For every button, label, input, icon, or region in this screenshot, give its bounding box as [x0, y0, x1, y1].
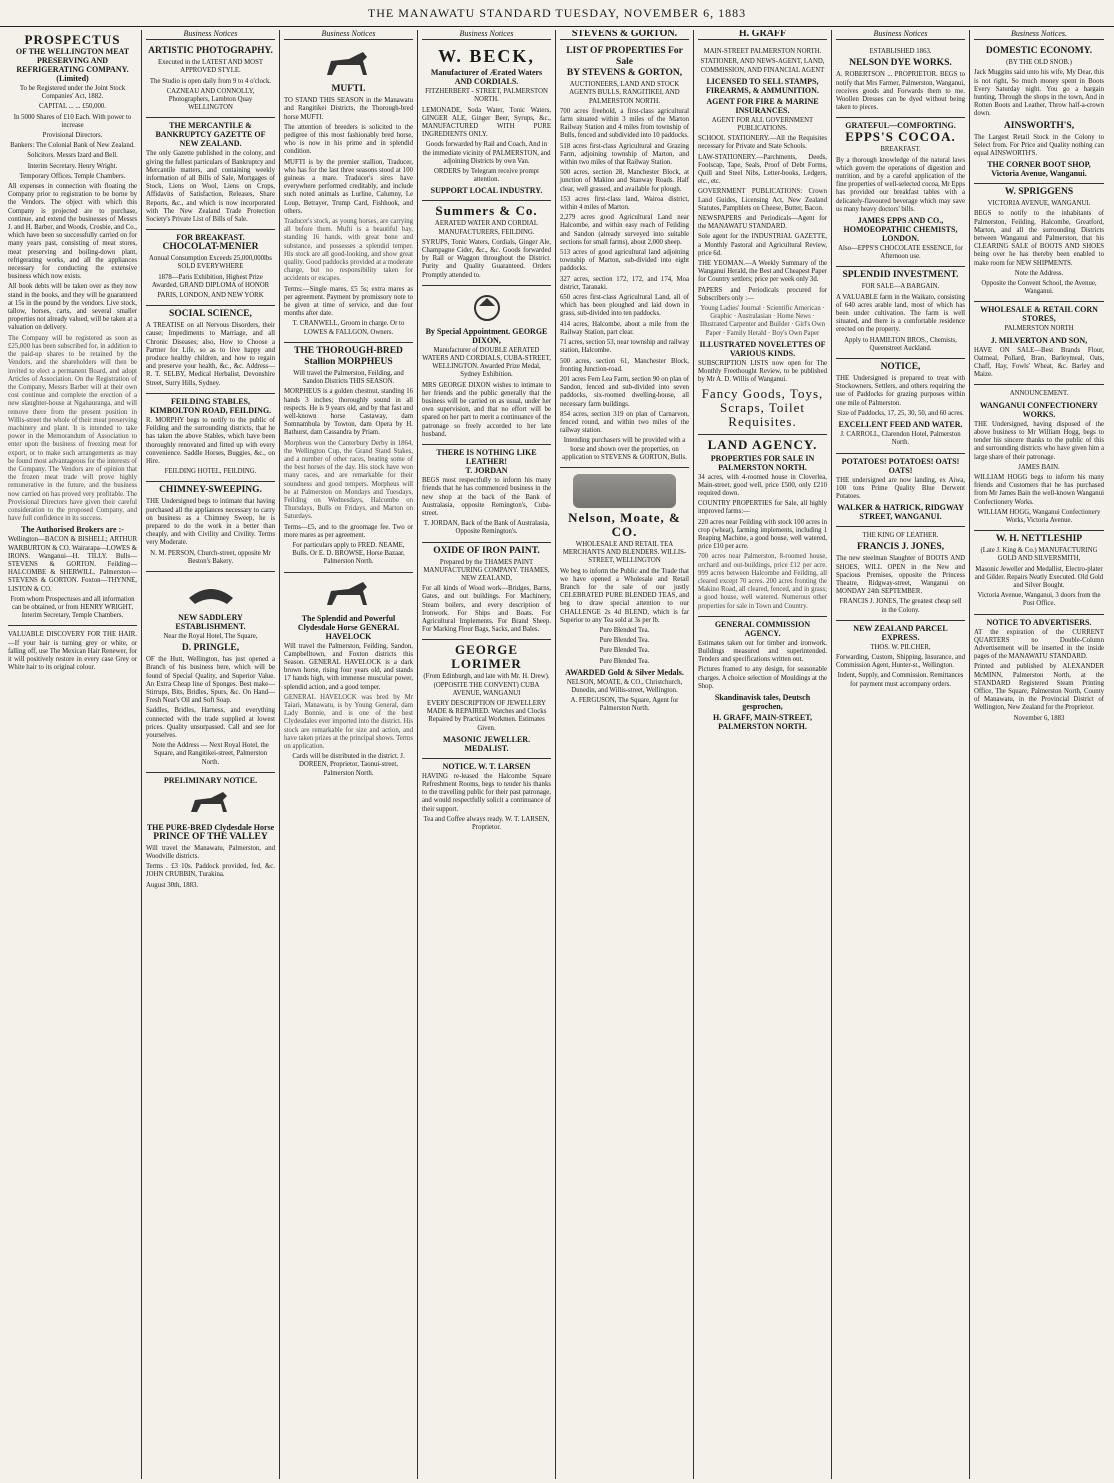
beck-address: FITZHERBERT - STREET, PALMERSTON NORTH.	[425, 88, 548, 104]
nettleship-sub: (Late J. King & Co.) MANUFACTURING GOLD AND SILVERSMITH,	[980, 547, 1098, 563]
epps-title: EPPS'S COCOA.	[845, 129, 956, 145]
gazette-title: THE MERCANTILE & BANKRUPTCY GAZETTE OF NEW ZEALAND.	[155, 121, 266, 149]
breakfast-line: FOR BREAKFAST.	[176, 233, 245, 243]
nelson-moate-ad	[560, 468, 689, 719]
parcel-title: NEW ZEALAND PARCEL EXPRESS.	[853, 623, 948, 642]
dixon-notice: MRS GEORGE DIXON wishes to intimate to her friends and the public generally that the business will be carried on as usual, under her own supervision, and that no effort will be spared on her part to merit a continuance of the patronage so freely accorded to her late husband.	[422, 381, 551, 438]
photography-ad	[146, 43, 275, 118]
properties-ad	[560, 43, 689, 468]
column-header: STEVENS & GORTON.	[560, 30, 689, 40]
property-700: 700 acres freehold, a first-class agricultural farm situated within 3 miles of the Marton Railway Station and 4 miles from township of Bulls, fenced and subdivided into 10 paddocks.	[560, 107, 689, 140]
hair-notice	[8, 626, 137, 677]
larsen-title: NOTICE. W. T. LARSEN	[442, 761, 531, 771]
mufti-sign: T. CRANWELL, Groom in charge. Or to LOWES & FALLGON, Owners.	[292, 320, 405, 336]
grateful-line: GRATEFUL—COMFORTING.	[845, 121, 956, 131]
sweep-body: THE Undersigned begs to intimate that having purchased all the appliances necessary to carry on business as a Chimney Sweep, he is prepared to do the work in a better than cheaply, and with Civility and Civility. Terms very Moderate.	[146, 498, 275, 547]
notice-body: THE Undersigned is prepared to treat with Stockowners, Settlers, and others requiring the use of Paddocks for grazing purposes within one mile of Palmerston.	[836, 375, 965, 407]
oxide-body: For all kinds of Wood work—Bridges, Barns, Gates, and out buildings. For Machinery, Steam boilers, and every description of Ironwork. For Ships and Boats. For Agricultural Implements. For Brand Sheep. For Marking Flour Bags, Sacks, and Bales.	[422, 585, 551, 634]
menier-cities: PARIS, LONDON, AND NEW YORK	[157, 292, 264, 300]
menier-body: Annual Consumption Exceeds 25,000,000lbs SOLD EVERYWHERE	[149, 255, 272, 271]
parcel-name: THOS. W. PILCHER,	[870, 643, 931, 651]
larsen-body: HAVING re-leased the Halcombe Square Refreshment Rooms, begs to tender his thanks to the travelling public for their past patronage, and would respectfully solicit a continuance of their support.	[422, 772, 551, 813]
corn-title: WHOLESALE & RETAIL CORN STORES,	[980, 305, 1098, 324]
parcel-ad	[836, 621, 965, 694]
nettleship-name: W. H. NETTLESHIP	[995, 534, 1083, 545]
clydesdale-terms: Terms . £3 10s. Paddock provided, fed, &c. JOHN CRUBBIN, Turakina.	[146, 863, 275, 879]
periodicals-list: Young Ladies' Journal · Scientific American · Graphic · Australasian · Home News · Illustrated Carpenter and Builder · Girl's Own Paper · Family Herald · Boy's Own Paper	[699, 305, 826, 337]
morpheus-title: THE THOROUGH-BRED Stallion MORPHEUS	[294, 345, 403, 367]
nettleship-ad	[974, 531, 1104, 614]
havelock-ad	[284, 573, 413, 783]
jones-body: The new steelman Slaughter of BOOTS AND SHOES, WILL OPEN in the New and Spacious Premises, opposite the Princess Theatre, Ridgway-street, Wanganui on MONDAY 24th SEPTEMBER.	[836, 555, 965, 596]
investment-ad	[836, 267, 965, 359]
prospectus-ad	[8, 30, 137, 626]
morpheus-terms: Terms—£5, and to the groomage fee. Two or more mares as per agreement.	[284, 523, 413, 539]
ainsworth-body: The Largest Retail Stock in the Colony to Select from. For Price and Quality nothing can equal AINSWORTH'S.	[974, 133, 1104, 158]
beck-ad	[422, 43, 551, 201]
summers-body: SYRUPS, Tonic Waters, Cordials, Ginger Ale, Champagne Cider, &c., &c. Goods forwarded by Rail or Waggon throughout the District. Purity and Quality Guaranteed. Orders Promptly attended to.	[422, 238, 551, 279]
graff-govt: AGENT FOR ALL GOVERNMENT PUBLICATIONS.	[711, 116, 814, 133]
properties-sign: Intending purchasers will be provided with a horse and shown over the properties, on application to STEVENS & GORTON, Bulls.	[562, 437, 687, 461]
stables-address: FEILDING HOTEL, FEILDING.	[164, 468, 257, 476]
pictures-line: Pictures framed to any design, for seasonable charges. A choice selection of Mouldings at the Shop.	[698, 666, 827, 690]
spriggens-ad	[974, 184, 1104, 302]
clydesdale-body: Will travel the Manawatu, Palmerston, and Woodville districts.	[146, 844, 275, 860]
prelim-notice: PRELIMINARY NOTICE.	[163, 775, 258, 785]
oxide-ad	[422, 543, 551, 641]
graff-sign: H. GRAFF, MAIN-STREET, PALMERSTON NORTH.	[713, 712, 812, 731]
beck-orders: ORDERS by Telegram receive prompt attention.	[433, 168, 540, 184]
clydesdale-ad	[146, 773, 275, 895]
graff-address: MAIN-STREET PALMERSTON NORTH.	[703, 48, 822, 56]
morpheus-body: MORPHEUS is a golden chestnut, standing 16 hands 3 inches; thoroughly sound in all respects. He is 9 years old, and by that fast and well-known horse Castaway, dam Somnambula by Towton, dam Opera by H. Bathurst, dam Cassandra by Priam.	[284, 388, 413, 437]
property-500: 500 acres, section 28, Manchester Block, at junction of Makino and Stanway Roads. Half clear, well grassed, and available for plough.	[560, 169, 689, 193]
offices-line: Temporary Offices. Temple Chambers.	[19, 172, 126, 180]
list-title: LIST OF PROPERTIES For Sale	[566, 46, 683, 68]
column-5	[556, 30, 694, 1479]
column-3	[280, 30, 418, 1479]
advertisers-title: NOTICE TO ADVERTISERS.	[986, 617, 1092, 627]
mufti-title: MUFTI.	[331, 84, 366, 95]
confectionery-body: THE Undersigned, having disposed of the above business to Mr William Hogg, begs to tender his sincere thanks to the public of this and surrounding districts who have given him a large share of their patronage.	[974, 420, 1104, 461]
bargain-body: A VALUABLE farm in the Waikato, consisting of 640 acres arable land, most of which has been under cultivation. The farm is well situated, and there is a comfortable residence erected on the property.	[836, 293, 965, 334]
property-854: 854 acres, section 319 on plan of Carnarvon, fenced round, and within two miles of the railway station.	[560, 410, 689, 435]
jones-name: FRANCIS J. JONES,	[856, 542, 945, 553]
registered-note: To be Registered under the Joint Stock Companies' Act, 1882.	[19, 85, 126, 101]
property-500b: 500 acres, section 61, Manchester Block, fronting Junction-road.	[560, 357, 689, 373]
awarded-line: AWARDED Gold & Silver Medals.	[565, 667, 684, 677]
paddocks-ad	[836, 359, 965, 453]
dixon-title: By Special Appointment. GEORGE DIXON,	[425, 326, 548, 345]
confectionery-ad	[974, 385, 1104, 531]
dye-body: A. ROBERTSON ... PROPRIETOR. BEGS to notify that Mrs Farmer, Palmerston, Wanganui, receives goods and Forwards them to me. Woollen Dresses can be dyed without being taken to pieces.	[836, 71, 965, 112]
nelson-agent: A. FERGUSON, The Square, Agent for Palmerston North.	[570, 697, 679, 713]
subscription-lists: SUBSCRIPTION LISTS now open for The Monthly Freethought Review, to be published by Mr A. D. Willis of Wanganui.	[698, 359, 827, 384]
summers-name: Summers & Co.	[435, 203, 538, 219]
company-name: OF THE WELLINGTON MEAT PRESERVING AND REFRIGERATING COMPANY. (Limited)	[15, 47, 130, 83]
prospectus-body-1: All expenses in connection with floating the Company prior to registration to be borne by the Vendors. The object with which this Company is projected are to purchase, continue, and extend the businesses of Messrs J. and H. Barber, and Woods, Crosbie, and Co., which have been so successfully carried on for many years past, consisting of meat stores, meat preserving and boiling-down plant, refrigerating works, and all the appliances necessary for conducting the extensive business which now exists.	[8, 183, 137, 281]
leather-body: BEGS most respectfully to inform his many friends that he has commenced business in the new shop at the back of the Bank of Australasia, opposite Remington's, Cuba-street.	[422, 477, 551, 517]
hair-notice-text: VALUABLE DISCOVERY FOR THE HAIR.—If your hair is turning grey or white, or falling off, use The Mexican Hair Renewer, for it will positively restore in every case Grey or White hair to its original colour.	[8, 631, 137, 672]
dixon-ad	[422, 286, 551, 445]
parcel-body: Forwarding, Custom, Shipping, Insurance, and Commission Agent, Hunter-st., Wellington.	[836, 653, 965, 670]
stables-title: FEILDING STABLES, KIMBOLTON ROAD, FEILDING.	[149, 396, 272, 415]
nelson-name: Nelson, Moate, & CO.	[568, 509, 681, 539]
land-body: 34 acres, with 4-roomed house in Cloverlea, Main-street, good well, price £500, only £210 required down.	[698, 473, 827, 497]
column-4	[418, 30, 556, 1479]
bankers-line: Bankers: The Colonial Bank of New Zealand.	[10, 142, 135, 150]
menier-title: CHOCOLAT-MENIER	[162, 242, 259, 253]
list-by: BY STEVENS & GORTON,	[566, 68, 683, 79]
column-header: Business Notices	[836, 30, 965, 40]
saddlery-body: OF the Hutt, Wellington, has just opened a Branch of his business here, which will be found of Special Quality, and Superior Value. An Extra Cheap line of Sponges. Best make—Stirrups, Bits, Bridles, Spurs, &c. On Hand—Fresh Neat's Oil and Soft Soap.	[146, 656, 275, 705]
bain-sign: JAMES BAIN.	[1018, 463, 1060, 471]
havelock-title: The Splendid and Powerful Clydesdale Horse GENERAL HAVELOCK	[297, 613, 400, 641]
country-filler: 700 acres near Palmerston, 8-roomed house, orchard and out-buildings, price £12 per acre. 999 acres between Halcombe and Feilding, all cleared except 70 acres. 200 acres fronting the Makino Road, all cleared, fenced, and in grass; a good house, well watered. Numerous other properties for sale in Town and Country.	[698, 553, 827, 610]
parcel-note: Indent, Supply, and Commission. Remittances for payment must accompany orders.	[837, 672, 964, 688]
domestic-title: DOMESTIC ECONOMY.	[985, 46, 1093, 57]
lorimer-ad	[422, 640, 551, 758]
spriggens-name: W. SPRIGGENS	[1004, 187, 1074, 198]
potatoes-ad	[836, 454, 965, 528]
dye-works-ad	[836, 43, 965, 118]
feed-line: EXCELLENT FEED AND WATER.	[838, 420, 963, 430]
property-414: 414 acres, Halcombe, about a mile from the Railway Station, part clear.	[560, 320, 689, 336]
country-props: COUNTRY PROPERTIES for Sale, all highly improved farms:—	[698, 500, 827, 516]
industrial-gazette: Sole agent for the INDUSTRIAL GAZETTE, a Monthly Pastoral and Agricultural Review, price 6d.	[698, 233, 827, 257]
science-body: A TREATISE on all Nervous Disorders, their cause; Impediments to Marriage, and all Chronic Diseases; also, How to Choose a Partner for Life, so as to live happy and produce healthy children, and how to regain and preserve your health, &c., &c. Address—R. T. SELBY, Medical Herbalist, Devonshire Street, Surry Hills, Sydney.	[146, 322, 275, 387]
law-stationery: LAW-STATIONERY.—Parchments, Deeds, Foolscap, Tape, Seals, Proof of Debt Forms, Quill and Steel Nibs, Letter-books, Ledgers, etc., etc.	[698, 153, 827, 186]
menier-awards: 1878—Paris Exhibition, Highest Prize Awarded, GRAND DIPLOMA of HONOR	[151, 273, 270, 289]
milverton-body: HAVE ON SALE—Best Brands Flour, Oatmeal, Pollard, Bran, Barleymeal, Oats, Chaff, Hay, Fowls' Wheat, &c. Barley and Maize.	[974, 346, 1104, 379]
newspapers-agent: NEWSPAPERS and Periodicals—Agent for the MANAWATU STANDARD.	[698, 215, 827, 231]
oxide-title: OXIDE OF IRON PAINT.	[433, 545, 540, 556]
havelock-sign: Cards will be distributed in the district. J. DOREEN, Proprietor, Taonui-street, Palmerston North.	[292, 753, 405, 777]
property-518: 518 acres first-class Agricultural and Grazing Farm, adjoining township of Marton, and within two miles of that Railway Station.	[560, 142, 689, 167]
king-line: THE KING OF LEATHER.	[862, 532, 939, 540]
corn-town: PALMERSTON NORTH	[1004, 325, 1074, 333]
jones-sign: FRANCIS J. JONES, The greatest cheap sell in the Colony.	[839, 598, 962, 614]
larsen-ad	[422, 759, 551, 837]
bargain-line: FOR SALE—A BARGAIN.	[861, 283, 940, 291]
milverton-name: J. MILVERTON AND SON,	[990, 335, 1088, 345]
prospectus-filler: The Company will be registered as soon as £25,000 has been subscribed for, in addition to the paid-up shares to be retained by the Vendors, and the shareholders will then be invited to elect a permanent Board, and adopt Articles of Association. On the Registration of the Company, Messrs Barber will at their own cost continue and complete the erection of a new slaughter-house at Ngahauranga, and will remove there from the present position in Willis-street the whole of their meat preserving machinery and plant. It is intended to take power in the Memorandum of Association to enter upon the business of freezing meat for export, or to make such arrangements as may be found most advantageous for the interests of the Company. The Vendors are of opinion that the frozen meat trade will prove highly remunerative in the future, and the business now carried on has proved very profitable. The Provisional Directors have given their careful consideration to the proposed Company, and have full confidence in its success.	[8, 334, 137, 523]
property-201: 201 acres Fern Lea Farm, section 90 on plan of Sandon, fenced and sub-divided into seven paddocks, six-roomed dwelling-house, all necessary farm buildings.	[560, 375, 689, 408]
property-153: 153 acres first-class land, Wairoa district, within 4 miles of Marton.	[560, 195, 689, 212]
column-header: Business Notices	[146, 30, 275, 40]
domestic-poem: Jack Muggins said unto his wife, My Dear, this is not right, So much money spent in Boots Every Saturday night. You go a bargain hunting, Through the shops in the town, And in Rotten Boots and Leather, Throw half-a-crown down.	[974, 69, 1104, 118]
epps-ad	[836, 118, 965, 267]
column-header: Business Notices	[422, 30, 551, 40]
convent-line: Opposite the Convent School, the Avenue, Wanganui.	[981, 280, 1097, 296]
havelock-filler: GENERAL HAVELOCK was bred by Mr Taiari, Manawatu, is by Young General, dam Lady Bonnie, and is one of the best Clydesdales ever imported into the district. His stock are remarkable for size and action, and have taken prizes at the principal shows. Terms on application.	[284, 693, 413, 750]
stables-ad	[146, 394, 275, 482]
nelson-sub: WHOLESALE AND RETAIL TEA MERCHANTS AND BLENDERS. WILLIS-STREET, WELLINGTON	[562, 540, 687, 565]
school-stationery: SCHOOL STATIONERY.—All the Requisites necessary for Private and State Schools.	[698, 135, 827, 151]
mufti-body-2: MUFTI is by the premier stallion, Traducer, who has for the last three seasons stood at 100 guineas a mare. Traducer's sires have everywhere performed creditably, and include such noted animals as Lurline, Calumny, Le Loup, Betrayer, Trump Card, Fishhook, and others.	[284, 158, 413, 215]
column-header: H. GRAFF	[698, 30, 827, 40]
commission-ad	[698, 617, 827, 736]
menier-ad	[146, 230, 275, 306]
epps-body: By a thorough knowledge of the natural laws which govern the operations of digestion and nutrition, and by a careful application of the fine properties of well-selected cocoa, Mr Epps has provided our breakfast tables with a delicately-flavoured beverage which may save us many heavy doctors' bills.	[836, 156, 965, 213]
column-1	[4, 30, 142, 1479]
stables-body: R. MORPHY begs to notify to the public of Feilding and the surrounding districts, that he has taken the above Stables, which have been thoroughly renovated and fitted up with every convenience. Saddle Horses, Buggies, &c., on Hire.	[146, 416, 275, 465]
leather-name: T. JORDAN	[465, 466, 508, 476]
property-71: 71 acres, section 53, near township and railway station, Halcombe.	[560, 339, 689, 355]
nettleship-body: Masonic Jeweller and Medallist, Electro-plater and Gilder. Repairs Neatly Executed. Old Gold and Silver Bought.	[974, 565, 1104, 589]
spriggens-body: BEGS to notify to the inhabitants of Palmerston, Feilding, Halcombe, Greatford, Marton, and all the surrounding Districts between Wanganui and Palmerston, that his CLEARING SALE of BOOTS AND SHOES being over he has thereby been enabled to make room for NEW SHIPMENTS.	[974, 210, 1104, 267]
tea-line-2: Pure Blended Tea.	[599, 637, 650, 645]
country-body: 220 acres near Feilding with stock 100 acres in crop (wheat), farming implements, including 1 Reaping Machine, a good house, well watered, price £10 per acre.	[698, 518, 827, 551]
saddlery-title: NEW SADDLERY ESTABLISHMENT.	[175, 612, 246, 631]
tea-line-4: Pure Blended Tea.	[599, 657, 650, 665]
saddlery-name: D. PRINGLE,	[181, 643, 240, 654]
column-7	[832, 30, 970, 1479]
nettleship-address: Victoria Avenue, Wanganui, 3 doors from the Post Office.	[977, 592, 1101, 608]
gazette-body: The only Gazette published in the colony, and giving the fullest particulars of Bankruptcy and Mercantile matters, and containing weekly information of all Bills of Sale, Mortgages of Stock, Liens on Wool, Liens on Crops, Affidavits of Satisfaction, Releases, Share Reports, &c., and which is now incorporated with The New Zealand Trade Protection Society's Private List of Bills of Sale.	[146, 150, 275, 224]
advertisers-notice	[974, 615, 1104, 728]
tea-line-3: Pure Blended Tea.	[599, 647, 650, 655]
land-sub: PROPERTIES FOR SALE IN PALMERSTON NORTH.	[710, 453, 815, 472]
oxide-sub: Prepared by the THAMES PAINT MANUFACTURING COMPANY. THAMES, NEW ZEALAND,	[423, 558, 550, 582]
walker-sign: WALKER & HATRICK, RIDGWAY STREET, WANGANUI.	[837, 503, 964, 522]
leather-title: THERE IS NOTHING LIKE LEATHER!	[436, 448, 537, 467]
larsen-sign: Tea and Coffee always ready. W. T. LARSEN, Proprietor.	[423, 815, 550, 831]
secretary-line: Interim Secretary. Henry Wright.	[27, 162, 118, 170]
nelson-body: We beg to inform the Public and the Trade that we have opened a Wholesale and Retail Branch for the sale of our justly CELEBRATED PURE BLENDED TEAS, and beg to draw special attention to our CHALLENGE 2s 4d BLEND, which is far Superior to any Tea sold at 3s per lb.	[560, 567, 689, 624]
apply-line: From whom Prospectuses and all information can be obtained, or from HENRY WRIGHT, Interim Secretary, Temple Chambers.	[10, 595, 135, 620]
morpheus-filler: Morpheus won the Canterbury Derby in 1864, the Wellington Cup, the Grand Stand Stakes, and a number of other races, beating some of the best horses of the day. His stock have won many races, and are remarkable for their soundness and good tempers. Morpheus will be at Palmerston on Mondays and Tuesdays, Feilding on Wednesdays, Halcombe on Thursdays, Bulls on Fridays, and Marton on Saturdays.	[284, 439, 413, 521]
directors-heading: Provisional Directors.	[42, 132, 103, 140]
clydesdale-date: August 30th, 1883.	[146, 881, 199, 889]
mufti-body-1: The attention of breeders is solicited to the pedigree of this most fashionably bred horse, who is now in his prime and in splendid condition.	[284, 123, 413, 156]
potatoes-title: POTATOES! POTATOES! OATS! OATS!	[841, 456, 960, 475]
corn-stores-ad	[974, 302, 1104, 385]
illustrated-novelettes: ILLUSTRATED NOVELETTES OF VARIOUS KINDS.	[699, 339, 826, 358]
morpheus-ad	[284, 343, 413, 573]
graff-licensed: LICENSED TO SELL STAMPS, FIREARMS, & AMMUNITION.	[706, 76, 819, 95]
gov-publications: GOVERNMENT PUBLICATIONS: Crown Land Guides, Licensing Act, New Zealand Statutes, Pamphlets on Cheese, Butter, Bacon.	[698, 188, 827, 212]
social-science-ad	[146, 306, 275, 394]
clydesdale-name: PRINCE OF THE VALLEY	[153, 831, 268, 842]
capital-line: CAPITAL ... ... £50,000.	[39, 103, 106, 111]
domestic-ad	[974, 43, 1104, 184]
royal-crest-icon	[457, 292, 517, 324]
lorimer-body: EVERY DESCRIPTION OF JEWELLERY MADE & REPAIRED. Watches and Clocks Repaired by Practical Workmen. Estimates Given.	[426, 699, 547, 732]
beck-support: SUPPORT LOCAL INDUSTRY.	[430, 186, 543, 196]
summers-sub: AERATED WATER AND CORDIAL MANUFACTURERS, FEILDING.	[434, 220, 539, 236]
imprint: Printed and published by ALEXANDER McMINN, Palmerston North, at the STANDARD Registered Steam Printing Office, The Square, Palmerston North, County of Manawatu, in the Provincial District of Wellington, New Zealand for the Proprietor.	[974, 663, 1104, 712]
graff-sub: STATIONER, AND NEWS-AGENT, LAND, COMMISSION, AND FINANCIAL AGENT	[700, 58, 825, 74]
column-header: Business Notices	[284, 30, 413, 40]
prospectus-body-2: All book debts will be taken over as they now stand in the books, and they will be guaranteed at 15s in the pound by the vendors. Live stock, tallow, horses, carts, and several smaller properties not already valued, will be taken at a valuation on delivery.	[8, 283, 137, 332]
epps-sub: BREAKFAST.	[880, 146, 921, 154]
lorimer-name: GEORGE LORIMER	[451, 642, 522, 672]
summers-ad	[422, 201, 551, 285]
leather-sign: T. JORDAN, Back of the Bank of Australasia, Opposite Remington's.	[423, 520, 550, 536]
column-2	[142, 30, 280, 1479]
masthead: THE MANAWATU STANDARD TUESDAY, NOVEMBER 6, 1883	[0, 0, 1114, 27]
brokers-list: Wellington—BACON & BISHELL; ARTHUR WARBURTON & CO. Wairarapa—LOWES & IRONS. Wanganui—H. TILLY. Bulls—STEVENS & GORTON. Feilding—HALCOMBE & SHERWILL. Palmerston—STEVENS & GORTON. Foxton—THYNNE, LISTON & CO.	[8, 536, 137, 593]
prospectus-title: PROSPECTUS	[24, 32, 121, 47]
commission-title: GENERAL COMMISSION AGENCY.	[714, 619, 811, 638]
dye-title: NELSON DYE WORKS.	[849, 58, 952, 69]
graff-ad	[698, 43, 827, 434]
beck-sub: Manufacturer of Ærated Waters AND CORDIALS.	[430, 68, 543, 87]
epps-sign: JAMES EPPS AND CO., HOMOEOPATHIC CHEMISTS, LONDON.	[843, 216, 958, 244]
saddlery-ad	[146, 572, 275, 773]
saddlery-note: Saddles, Bridles, Harness, and everything connected with the trade supplied at lowest prices. Quality unsurpassed. Call and see for yourselves.	[146, 707, 275, 739]
nelson-address: NELSON, MOATE, & CO., Christchurch, Dunedin, and Willis-street, Wellington.	[566, 678, 683, 694]
leather-ad	[422, 445, 551, 542]
mufti-ad	[284, 43, 413, 343]
dixon-body: Manufacturer of DOUBLE AERATED WATERS AND CORDIALS, CUBA-STREET, WELLINGTON. Awarded Prize Medal, Sydney Exhibition.	[422, 346, 551, 379]
notice-title: NOTICE,	[880, 362, 921, 373]
commission-body: Estimates taken out for timber and ironwork. Buildings measured and superintended. Tenders and specifications written out.	[698, 639, 827, 664]
chimney-ad	[146, 482, 275, 572]
saddlery-near: Near the Royal Hotel, The Square,	[163, 632, 258, 640]
advertisers-body: AT the expiration of the CURRENT QUARTERS no Double-Column Advertisement will be inserted in the inside pages of the MANAWATU STANDARD.	[974, 628, 1104, 661]
column-header: Business Notices.	[974, 30, 1104, 40]
spriggens-address: VICTORIA AVENUE, WANGANUI.	[987, 200, 1091, 208]
property-2279: 2,279 acres good Agricultural Land near Halcombe, and within easy reach of Feilding and Sandon (already surveyed into suitable sections for small farms), about 2,000 sheep.	[560, 214, 689, 246]
column-6	[694, 30, 832, 1479]
german-line: Skandinavisk tales, Deutsch gesprochen,	[714, 692, 811, 711]
science-title: SOCIAL SCIENCE,	[169, 309, 252, 320]
photography-title: ARTISTIC PHOTOGRAPHY.	[148, 46, 273, 57]
lorimer-sub: (From Edinburgh, and late with Mr. H. Drew). (OPPOSITE THE CONVENT) CUBA AVENUE, WANGANUI	[423, 673, 550, 697]
established-line: ESTABLISHED 1863.	[869, 48, 932, 56]
ainsworth-name: AINSWORTH'S,	[1003, 120, 1075, 131]
corner-shop: THE CORNER BOOT SHOP, Victoria Avenue, Wanganui.	[987, 160, 1091, 179]
mufti-terms: Terms:—Single mares, £5 5s; extra mares as per agreement. Payment by promissory note to be given at time of service, and due four months after date.	[284, 285, 413, 318]
domestic-sub: (BY THE OLD SNOB.)	[1006, 59, 1072, 67]
mufti-intro: TO STAND THIS SEASON in the Manawatu and Rangitikei Districts, the Thorough-bred horse MUFTI.	[284, 97, 413, 121]
potatoes-body: THE undersigned are now landing, ex Aiwa, 100 tons Prime Quality Blue Derwent Potatoes.	[836, 476, 965, 500]
horse-icon	[181, 788, 241, 820]
mufti-filler: Traducer's stock, as young horses, are carrying all before them. Mufti is a beautiful bay, standing 16 hands, with great bone and substance, and possesses a splendid temper. His stock are all good-looking, and show great quality. Good paddocks provided at a moderate charge, but no responsibility taken for accidents or escapes.	[284, 218, 413, 283]
yeoman-line: THE YEOMAN.—A Weekly Summary of the Wanganui Herald, the Best and Cheapest Paper for Country settlers; price per week only 3d.	[698, 260, 827, 284]
announcement-line: ANNOUNCEMENT.	[1009, 390, 1069, 398]
shares-line: In 5000 Shares of £10 Each. With power to increase	[13, 113, 132, 129]
photography-name: CAZNEAU AND CONNOLLY, Photographers, Lambton Quay WELLINGTON	[166, 87, 255, 112]
morpheus-sign: For particulars apply to FRED. NEAME, Bulls. Or E. D. BROWSE, Horse Bazaar, Palmerston North.	[292, 541, 405, 566]
land-title: LAND AGENCY.	[707, 436, 818, 452]
tea-line-1: Pure Blended Tea.	[599, 626, 650, 634]
horse-icon	[319, 49, 379, 81]
confectionery-title: WANGANUI CONFECTIONERY WORKS.	[979, 400, 1099, 419]
havelock-body: Will travel the Palmerston, Feilding, Sandon, Campbelltown, and Foxton districts this Season. GENERAL HAVELOCK is a dark brown horse, rising four years old, and stands 17 hands high, with immense muscular power, splendid action, and a good temper.	[284, 642, 413, 691]
hogg-sign: WILLIAM HOGG, Wanganui Confectionery Works, Victoria Avenue.	[977, 508, 1101, 524]
beck-forward: Goods forwarded by Rail and Coach, And in the immediate vicinity of PALMERSTON, and adjoining Districts by own Van.	[422, 141, 551, 165]
beck-items: LEMONADE, Soda Water, Tonic Waters, GINGER ALE, Ginger Beer, Syrups, &c., MANUFACTURED WITH PURE INGREDIENTS ONLY.	[422, 106, 551, 139]
carroll-sign: J. CARROLL, Clarendon Hotel, Palmerston North.	[840, 431, 961, 447]
morpheus-sub: Will travel the Palmerston, Feilding, and Sandon Districts THIS SEASON.	[293, 369, 404, 386]
columns	[4, 30, 1110, 1479]
bargain-sign: Apply to HAMILTON BROS., Chemists, Queenstreet Auckland.	[844, 336, 957, 352]
sweep-title: CHIMNEY-SWEEPING.	[159, 485, 262, 496]
splendid-title: SPLENDID INVESTMENT.	[842, 270, 959, 281]
graff-agent: AGENT FOR FIRE & MARINE INSURANCES.	[706, 96, 819, 115]
photography-hours: The Studio is open daily from 9 to 4 o'clock.	[149, 77, 272, 85]
fancy-goods: Fancy Goods, Toys, Scraps, Toilet Requisites.	[701, 385, 824, 429]
tea-house-illustration	[573, 474, 676, 508]
property-327: 327 acres, section 172, 172, and 174, Moa district, Taranaki.	[560, 275, 689, 291]
saddle-icon	[181, 578, 241, 610]
property-650: 650 acres first-class Agricultural Land, all of which has been ploughed and laid down in grass, sub-divided into ten paddocks.	[560, 294, 689, 318]
hogg-body: WILLIAM HOGG begs to inform his many friends and Customers that he has purchased from Mr James Bain the well-known Wanganui Confectionery Works.	[974, 473, 1104, 506]
gazette-ad	[146, 118, 275, 230]
epps-also: Also—EPPS'S CHOCOLATE ESSENCE, for Afternoon use.	[838, 245, 963, 261]
solicitors-line: Solicitors. Messrs Izard and Bell.	[27, 152, 118, 160]
masonic-line: MASONIC JEWELLER. MEDALIST.	[442, 734, 531, 753]
photography-sub: Executed in the LATEST AND MOST APPROVED STYLE.	[157, 59, 264, 75]
beck-name: W. BECK,	[438, 46, 535, 67]
property-513: 513 acres of good agricultural land adjoining township of Marton, sub-divided into eight paddocks.	[560, 249, 689, 273]
spriggens-note: Note the Address.	[1014, 269, 1064, 277]
paddock-sizes: Size of Paddocks, 17, 25, 30, 50, and 60 acres.	[837, 409, 964, 417]
imprint-date: November 6, 1883	[1013, 714, 1065, 722]
periodicals-line: PAPERS and Periodicals procured for Subscribers only :—	[698, 286, 827, 302]
land-agency-ad	[698, 435, 827, 617]
sweep-sign: N. M. PERSON, Church-street, opposite Mr Beston's Bakery.	[150, 549, 271, 565]
saddlery-address: Note the Address — Next Royal Hotel, the Square, and Rangitikei-street, Palmerston North.	[152, 742, 269, 766]
brokers-heading: The Authorised Brokers are :-	[21, 525, 124, 535]
horse-icon	[319, 579, 379, 611]
list-sub: AUCTIONEERS, LAND AND STOCK AGENTS BULLS, RANGITIKEI, AND PALMERSTON NORTH.	[569, 81, 680, 105]
clydesdale-title: THE PURE-BRED Clydesdale Horse	[146, 822, 275, 832]
jones-ad	[836, 527, 965, 621]
column-8	[970, 30, 1108, 1479]
